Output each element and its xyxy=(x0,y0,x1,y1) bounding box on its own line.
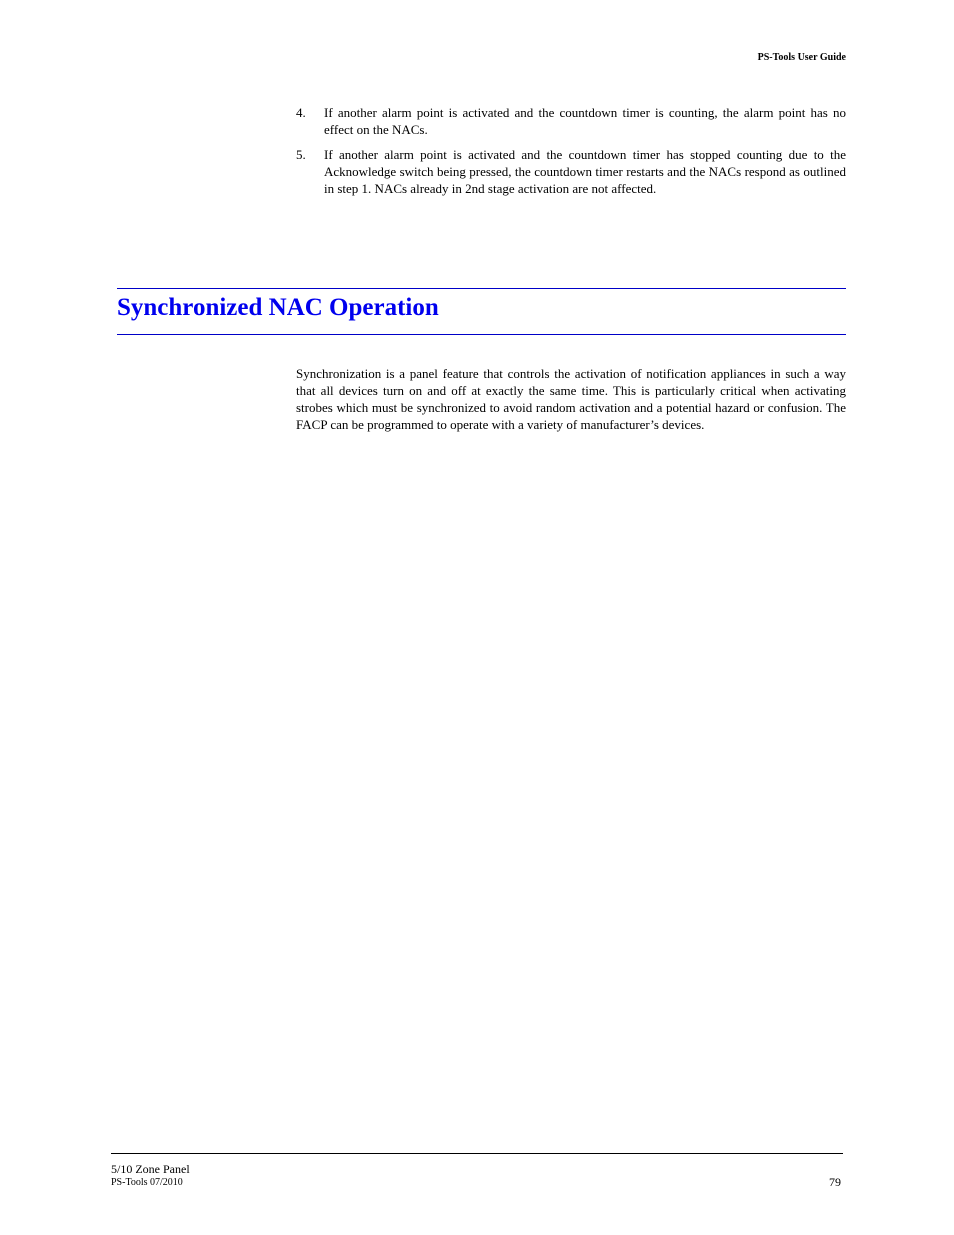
numbered-list xyxy=(296,104,846,205)
list-item-number: 4. xyxy=(296,105,306,120)
list-item-number: 5. xyxy=(296,147,306,162)
footer-rule xyxy=(111,1153,843,1154)
list-item-text: If another alarm point is activated and the countdown timer is counting, the alarm point has no effect on the NACs. xyxy=(324,105,846,137)
section-bottom-rule xyxy=(117,334,846,335)
list-item-text: If another alarm point is activated and the countdown timer has stopped counting due to the Acknowledge switch being pressed, the countdown timer restarts and the NACs respond as outlined in step 1. NACs already in 2nd stage activation are not affected. xyxy=(324,147,846,196)
running-header: PS-Tools User Guide xyxy=(757,52,846,63)
section-heading: Synchronized NAC Operation xyxy=(117,294,439,321)
footer-document-id: PS-Tools 07/2010 xyxy=(111,1177,183,1188)
list-item xyxy=(296,146,846,197)
body-paragraph: Synchronization is a panel feature that controls the activation of notification appliances in such a way that all devices turn on and off at exactly the same time. This is particularly critical when activating strobes which must be synchronized to avoid random activation and a potential hazard or confusion. The FACP can be programmed to operate with a variety of manufacturer’s devices. xyxy=(296,366,846,432)
list-item xyxy=(296,104,846,138)
page-number: 79 xyxy=(829,1175,841,1189)
footer-product-name: 5/10 Zone Panel xyxy=(111,1162,190,1176)
section-top-rule xyxy=(117,288,846,289)
